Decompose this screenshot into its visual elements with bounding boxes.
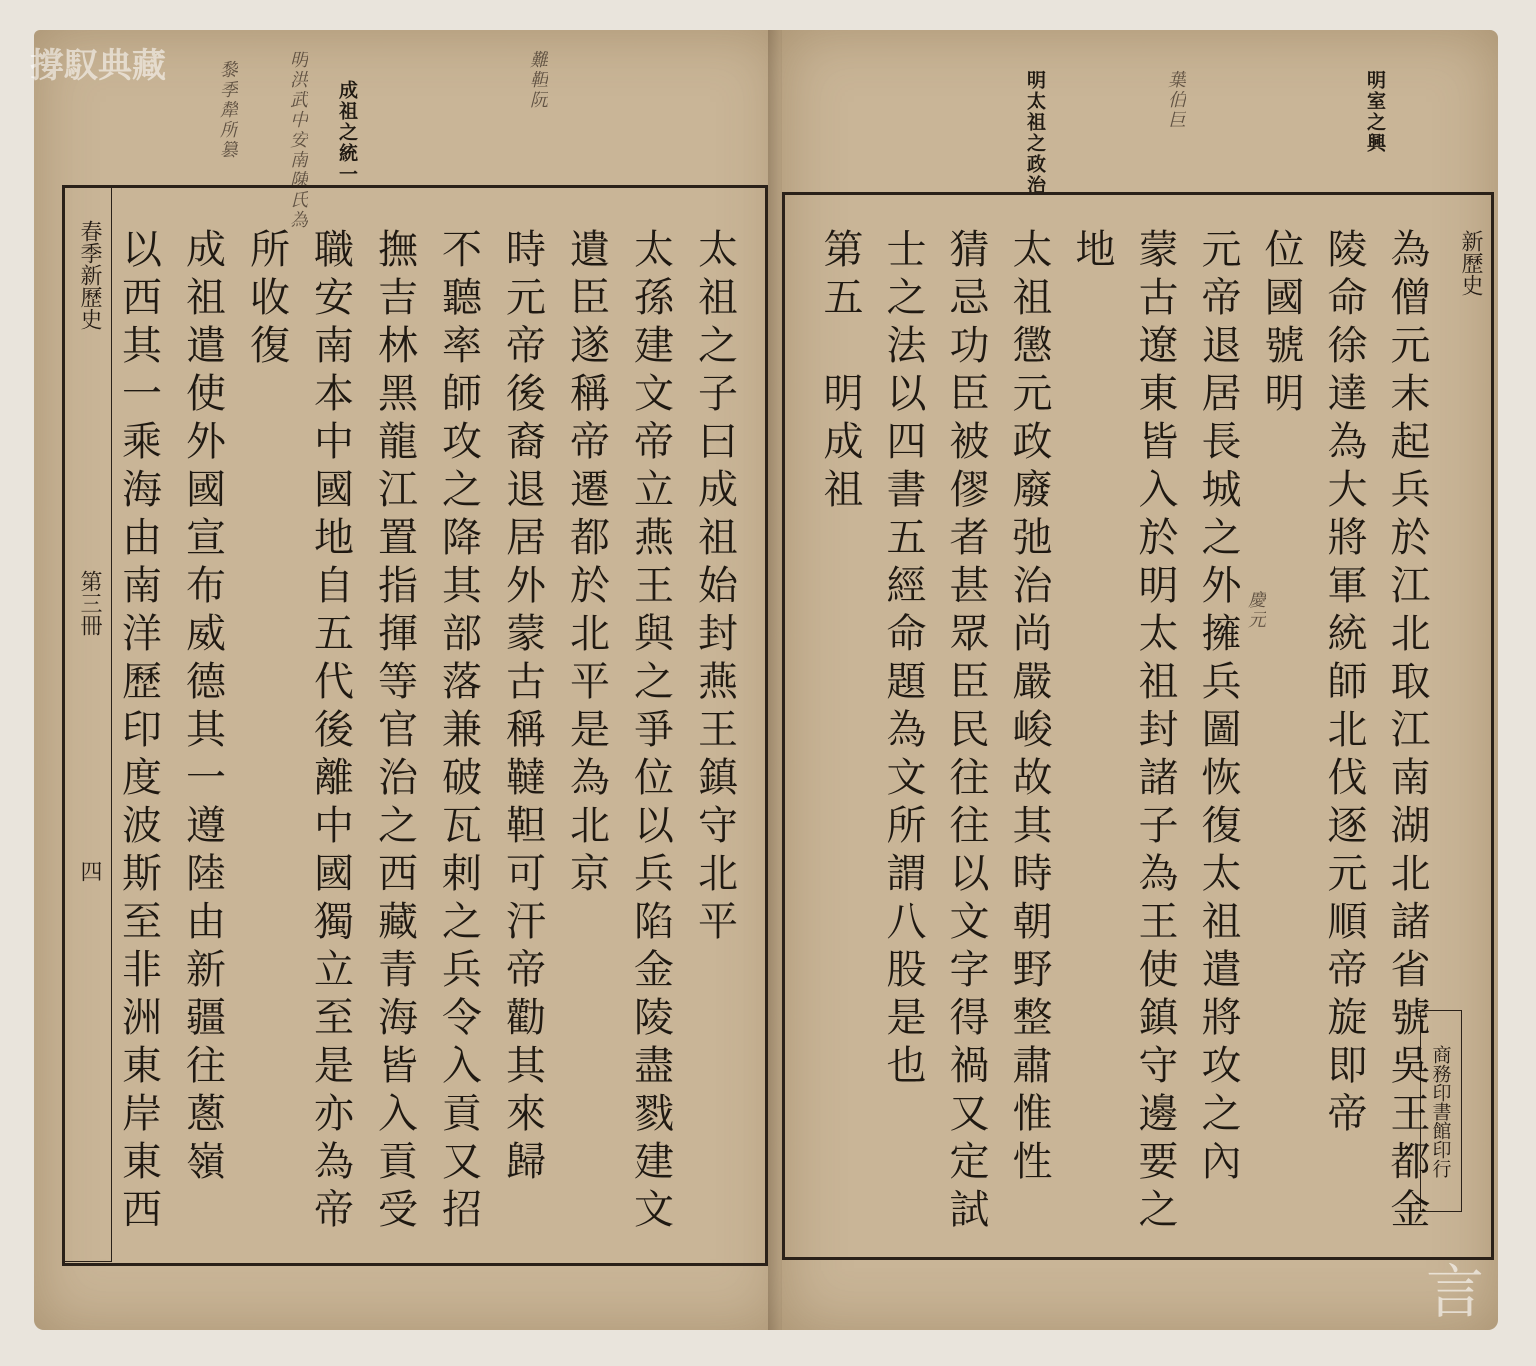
text-column: 位 國 號 明 xyxy=(1264,227,1305,417)
text-column: 陵 命 徐 達 為 大 將 軍 統 師 北 伐 逐 元 順 帝 旋 即 帝 xyxy=(1327,227,1368,1137)
left-page xyxy=(34,30,782,1330)
margin-note-li: 黎季犛所篡 xyxy=(217,60,238,160)
watermark: 撐馭典藏 xyxy=(30,46,166,86)
left-volume-label: 第三冊 xyxy=(77,570,102,636)
margin-note-tatar: 難靼阮 xyxy=(527,50,548,110)
right-side-title: 新歷史 xyxy=(1458,230,1483,296)
text-column: 不 聽 率 師 攻 之 降 其 部 落 兼 破 瓦 剌 之 兵 令 入 貢 又 招 xyxy=(442,227,482,1233)
text-column: 成 祖 遣 使 外 國 宣 布 威 德 其 一 遵 陸 由 新 疆 往 蔥 嶺 xyxy=(186,227,226,1185)
text-column: 太 祖 懲 元 政 廢 弛 治 尚 嚴 峻 故 其 時 朝 野 整 肅 惟 性 xyxy=(1012,227,1053,1185)
text-column: 第 五 明 成 祖 xyxy=(823,227,864,513)
text-column: 撫 吉 林 黑 龍 江 置 指 揮 等 官 治 之 西 藏 青 海 皆 入 貢 受 xyxy=(378,227,418,1233)
text-column: 所 收 復 xyxy=(250,227,290,369)
margin-note-annam: 明洪武中安南陳氏為 xyxy=(287,50,308,230)
left-side-strip-border xyxy=(62,185,112,1262)
right-text-body xyxy=(812,226,1442,1236)
text-column: 地 xyxy=(1075,227,1116,273)
margin-note-qingyuan: 慶元 xyxy=(1245,590,1266,630)
margin-heading-unification: 成祖之統一 xyxy=(336,80,358,185)
margin-note-ye-boju: 葉伯巨 xyxy=(1165,70,1186,130)
left-text-body xyxy=(110,226,750,1236)
left-page-number: 四 xyxy=(77,860,102,882)
text-column: 太 祖 之 子 曰 成 祖 始 封 燕 王 鎮 守 北 平 xyxy=(698,227,738,945)
text-column: 太 孫 建 文 帝 立 燕 王 與 之 爭 位 以 兵 陷 金 陵 盡 戮 建 文 xyxy=(634,227,674,1233)
text-column: 時 元 帝 後 裔 退 居 外 蒙 古 稱 韃 靼 可 汗 帝 勸 其 來 歸 xyxy=(506,227,546,1185)
text-column: 猜 忌 功 臣 被 僇 者 甚 眾 臣 民 往 往 以 文 字 得 禍 又 定 試 xyxy=(949,227,990,1233)
left-side-title: 春季新歷史 xyxy=(77,220,102,330)
text-column: 士 之 法 以 四 書 五 經 命 題 為 文 所 謂 八 股 是 也 xyxy=(886,227,927,1089)
text-column: 職 安 南 本 中 國 地 自 五 代 後 離 中 國 獨 立 至 是 亦 為 帝 xyxy=(314,227,354,1233)
text-column: 為 僧 元 末 起 兵 於 江 北 取 江 南 湖 北 諸 省 號 吳 王 都 金 xyxy=(1390,227,1431,1233)
text-column: 以 西 其 一 乘 海 由 南 洋 歷 印 度 波 斯 至 非 洲 東 岸 東 西 xyxy=(122,227,162,1233)
text-column: 元 帝 退 居 長 城 之 外 擁 兵 圖 恢 復 太 祖 遣 將 攻 之 內 xyxy=(1201,227,1242,1185)
text-column: 遺 臣 遂 稱 帝 遷 都 於 北 平 是 為 北 京 xyxy=(570,227,610,897)
right-page xyxy=(782,30,1498,1330)
margin-heading-ming-rise: 明室之興 xyxy=(1364,70,1386,154)
publisher-imprint: 商務印書館印行 xyxy=(1420,1010,1462,1212)
corner-seal-icon: 言 xyxy=(1426,1258,1485,1326)
text-column: 蒙 古 遼 東 皆 入 於 明 太 祖 封 諸 子 為 王 使 鎮 守 邊 要 之 xyxy=(1138,227,1179,1233)
open-book xyxy=(20,30,1520,1350)
margin-heading-taizu-politics: 明太祖之政治 xyxy=(1024,70,1046,196)
